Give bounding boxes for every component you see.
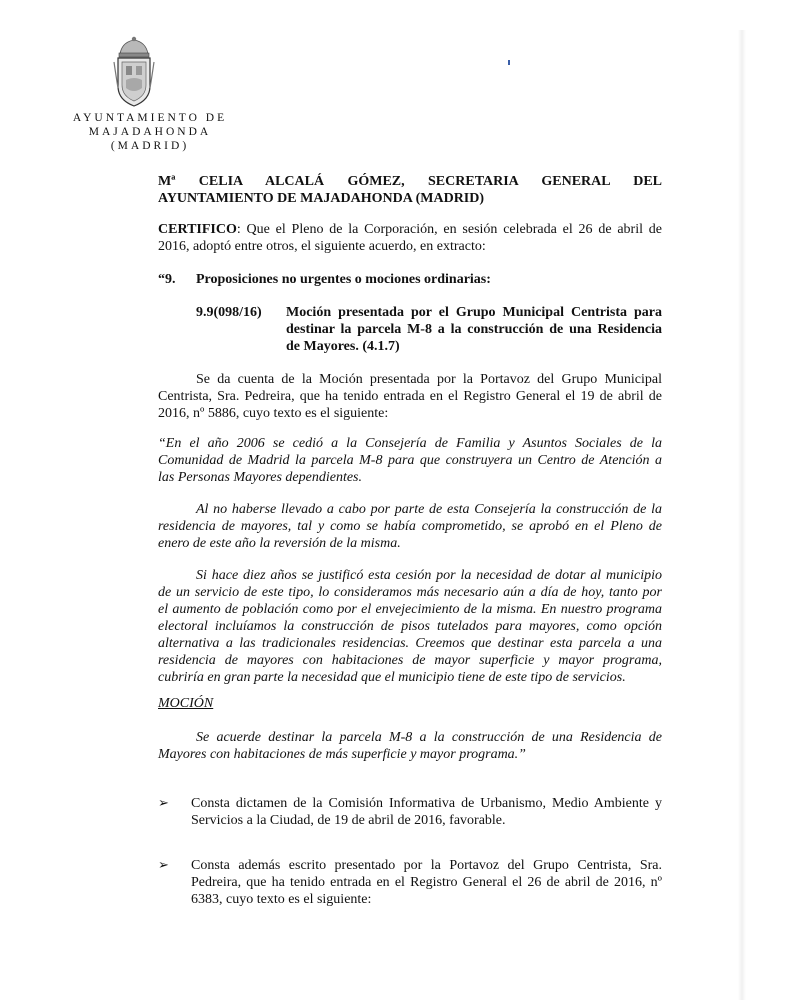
quote-line: alternativa a las tradicionales residencias. Creemos que destinar esta parcela a una — [158, 636, 662, 651]
quote-line: residencia de mayores, tal y como se había comprometido, se aprobó en el Pleno de — [158, 519, 662, 534]
header-line-2: AYUNTAMIENTO DE MAJADAHONDA (MADRID) — [158, 191, 485, 206]
bullet-line: Servicios a la Ciudad, de 19 de abril de 2016, favorable. — [191, 813, 506, 828]
mocion-heading — [158, 695, 662, 712]
motion-title-line: de Mayores. (4.1.7) — [286, 339, 400, 354]
quote-line: cubriría en gran parte la necesidad que el municipio tiene de este tipo de servicios. — [158, 670, 626, 685]
quote-line: Si hace diez años se justificó esta cesión por la necesidad de dotar al municipio — [196, 568, 662, 583]
quote-line: electoral incluíamos la construcción de pisos tutelados para mayores, como opción — [158, 619, 662, 634]
intro-line: Se da cuenta de la Moción presentada por la Portavoz del Grupo Municipal — [196, 372, 662, 387]
intro-paragraph — [158, 371, 662, 422]
bullet-line: Pedreira, que ha tenido entrada en el Registro General el 26 de abril de 2016, nº — [191, 875, 662, 890]
intro-line: Centrista, Sra. Pedreira, que ha tenido entrada en el Registro General el 19 de abril de — [158, 389, 662, 404]
certifico-line-2: 2016, adoptó entre otros, el siguiente acuerdo, en extracto: — [158, 239, 486, 254]
quote-line: de un servicio de este tipo, lo consideramos más necesario aún a día de hoy, tanto por — [158, 585, 662, 600]
bullet-line: Consta dictamen de la Comisión Informativa de Urbanismo, Medio Ambiente y — [191, 796, 662, 811]
bullet-line: Consta además escrito presentado por la Portavoz del Grupo Centrista, Sra. — [191, 858, 662, 873]
quote-line: Al no haberse llevado a cabo por parte de esta Consejería la construcción de la — [196, 502, 662, 517]
section-title: Proposiciones no urgentes o mociones ordinarias: — [196, 272, 491, 287]
ink-mark — [508, 60, 510, 65]
intro-line: 2016, nº 5886, cuyo texto es el siguiente: — [158, 406, 389, 421]
motion-code: 9.9(098/16) — [196, 305, 262, 320]
certifico-line-1: : Que el Pleno de la Corporación, en sesión celebrada el 26 de abril de — [236, 222, 662, 237]
certifico-label: CERTIFICO — [158, 222, 237, 237]
motion-title-line: Moción presentada por el Grupo Municipal Centrista para — [286, 305, 662, 320]
quote-line: enero de este año la reversión de la misma. — [158, 536, 401, 551]
quote-line: Se acuerde destinar la parcela M-8 a la construcción de una Residencia de — [196, 730, 662, 745]
quote-line: las Personas Mayores dependientes. — [158, 470, 362, 485]
document-header — [158, 173, 662, 207]
arrowhead-bullet-icon: ➢ — [158, 858, 169, 873]
quote-line: Comunidad de Madrid la parcela M-8 para que construyera un Centro de Atención a — [158, 453, 662, 468]
quote-line: residencia de mayores con habitaciones de mayor superficie y mayor programa, — [158, 653, 662, 668]
letterhead — [60, 111, 240, 153]
quote-paragraph-2 — [158, 501, 662, 552]
page-edge-shadow — [738, 30, 746, 1000]
motion-title-line: destinar la parcela M-8 a la construcción de una Residencia — [286, 322, 662, 337]
letterhead-line-1: AYUNTAMIENTO DE — [72, 112, 228, 124]
quote-paragraph-3 — [158, 567, 662, 686]
header-line-1: Mª CELIA ALCALÁ GÓMEZ, SECRETARIA GENERAL DEL — [158, 174, 662, 189]
section-heading — [158, 271, 491, 288]
quote-paragraph-4 — [158, 729, 662, 763]
letterhead-line-2: MAJADAHONDA — [88, 126, 212, 138]
section-number: “9. — [158, 272, 176, 287]
arrowhead-bullet-icon: ➢ — [158, 796, 169, 811]
bullet-line: 6383, cuyo texto es el siguiente: — [191, 892, 372, 907]
mocion-label: MOCIÓN — [158, 696, 214, 711]
quote-line: “En el año 2006 se cedió a la Consejería de Familia y Asuntos Sociales de la — [158, 436, 662, 451]
letterhead-line-3: (MADRID) — [110, 140, 190, 152]
quote-line: el aumento de población como por el envejecimiento de la misma. En nuestro programa — [158, 602, 662, 617]
coat-of-arms-icon — [112, 36, 156, 108]
certifico-paragraph — [158, 221, 662, 255]
quote-paragraph-1 — [158, 435, 662, 486]
quote-line: Mayores con habitaciones de más superficie y mayor programa.” — [158, 747, 526, 762]
motion-title — [286, 304, 662, 355]
